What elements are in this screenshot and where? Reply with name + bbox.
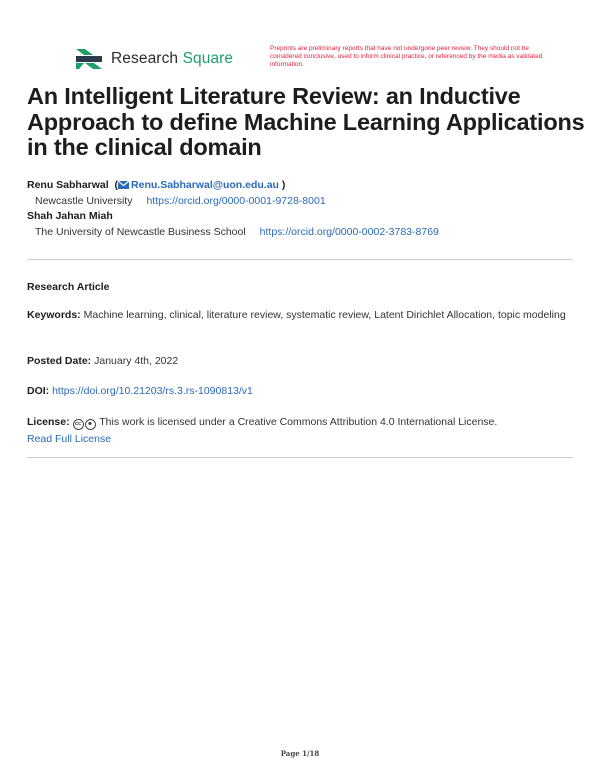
license-label: License: bbox=[27, 416, 70, 428]
author-1-name: Renu Sabharwal bbox=[27, 179, 109, 191]
author-1-orcid-link[interactable]: https://orcid.org/0000-0001-9728-8001 bbox=[146, 195, 326, 207]
author-list bbox=[27, 178, 577, 240]
read-full-license-link[interactable]: Read Full License bbox=[27, 433, 112, 445]
research-square-logo[interactable] bbox=[76, 49, 233, 69]
cc-by-icon: ☻ bbox=[85, 419, 96, 430]
author-1-email-link[interactable]: Renu.Sabharwal@uon.edu.au bbox=[131, 179, 279, 191]
posted-date-section bbox=[27, 353, 577, 370]
author-name bbox=[27, 209, 577, 224]
logo-word-square: Square bbox=[182, 50, 234, 67]
keywords-text: Machine learning, clinical, literature review, systematic review, Latent Dirichlet Allocation, topic modeling bbox=[83, 309, 566, 321]
keywords-section bbox=[27, 307, 577, 324]
keywords-label: Keywords: bbox=[27, 309, 81, 321]
doi-link[interactable]: https://doi.org/10.21203/rs.3.rs-1090813/v1 bbox=[52, 385, 253, 397]
author-affiliation bbox=[35, 224, 577, 240]
article-type-label: Research Article bbox=[27, 281, 110, 293]
posted-date-value: January 4th, 2022 bbox=[94, 355, 179, 367]
divider bbox=[27, 259, 573, 260]
research-square-logo-icon bbox=[76, 49, 102, 69]
preprint-disclaimer: Preprints are preliminary reports that have not undergone peer review. They should not be considered conclusive, used to inform clinical practice, or referenced by the media as validated information. bbox=[270, 45, 543, 68]
cc-icon: cc bbox=[73, 419, 84, 430]
author-name: Renu Sabharwal ( Renu.Sabharwal@uon.edu.au ) bbox=[27, 179, 286, 191]
author-1-affiliation: Newcastle University bbox=[35, 195, 133, 207]
paper-title: An Intelligent Literature Review: an Inductive Approach to define Machine Learning Applications in the clinical domain bbox=[27, 83, 585, 160]
license-text: This work is licensed under a Creative Commons Attribution 4.0 International License. bbox=[99, 416, 498, 428]
article-type bbox=[27, 279, 577, 296]
divider bbox=[27, 457, 573, 458]
posted-date-label: Posted Date: bbox=[27, 355, 92, 367]
logo-text bbox=[111, 50, 233, 68]
license-section bbox=[27, 414, 577, 448]
doi-section bbox=[27, 383, 577, 400]
logo-word-research: Research bbox=[111, 50, 179, 67]
author-2-name: Shah Jahan Miah bbox=[27, 210, 113, 222]
author-2-orcid-link[interactable]: https://orcid.org/0000-0002-3783-8769 bbox=[259, 226, 439, 238]
mail-icon bbox=[118, 181, 129, 189]
page-number: Page 1/18 bbox=[280, 749, 320, 758]
author-affiliation bbox=[35, 193, 577, 209]
author-2-affiliation: The University of Newcastle Business School bbox=[35, 226, 246, 238]
doi-label: DOI: bbox=[27, 385, 50, 397]
